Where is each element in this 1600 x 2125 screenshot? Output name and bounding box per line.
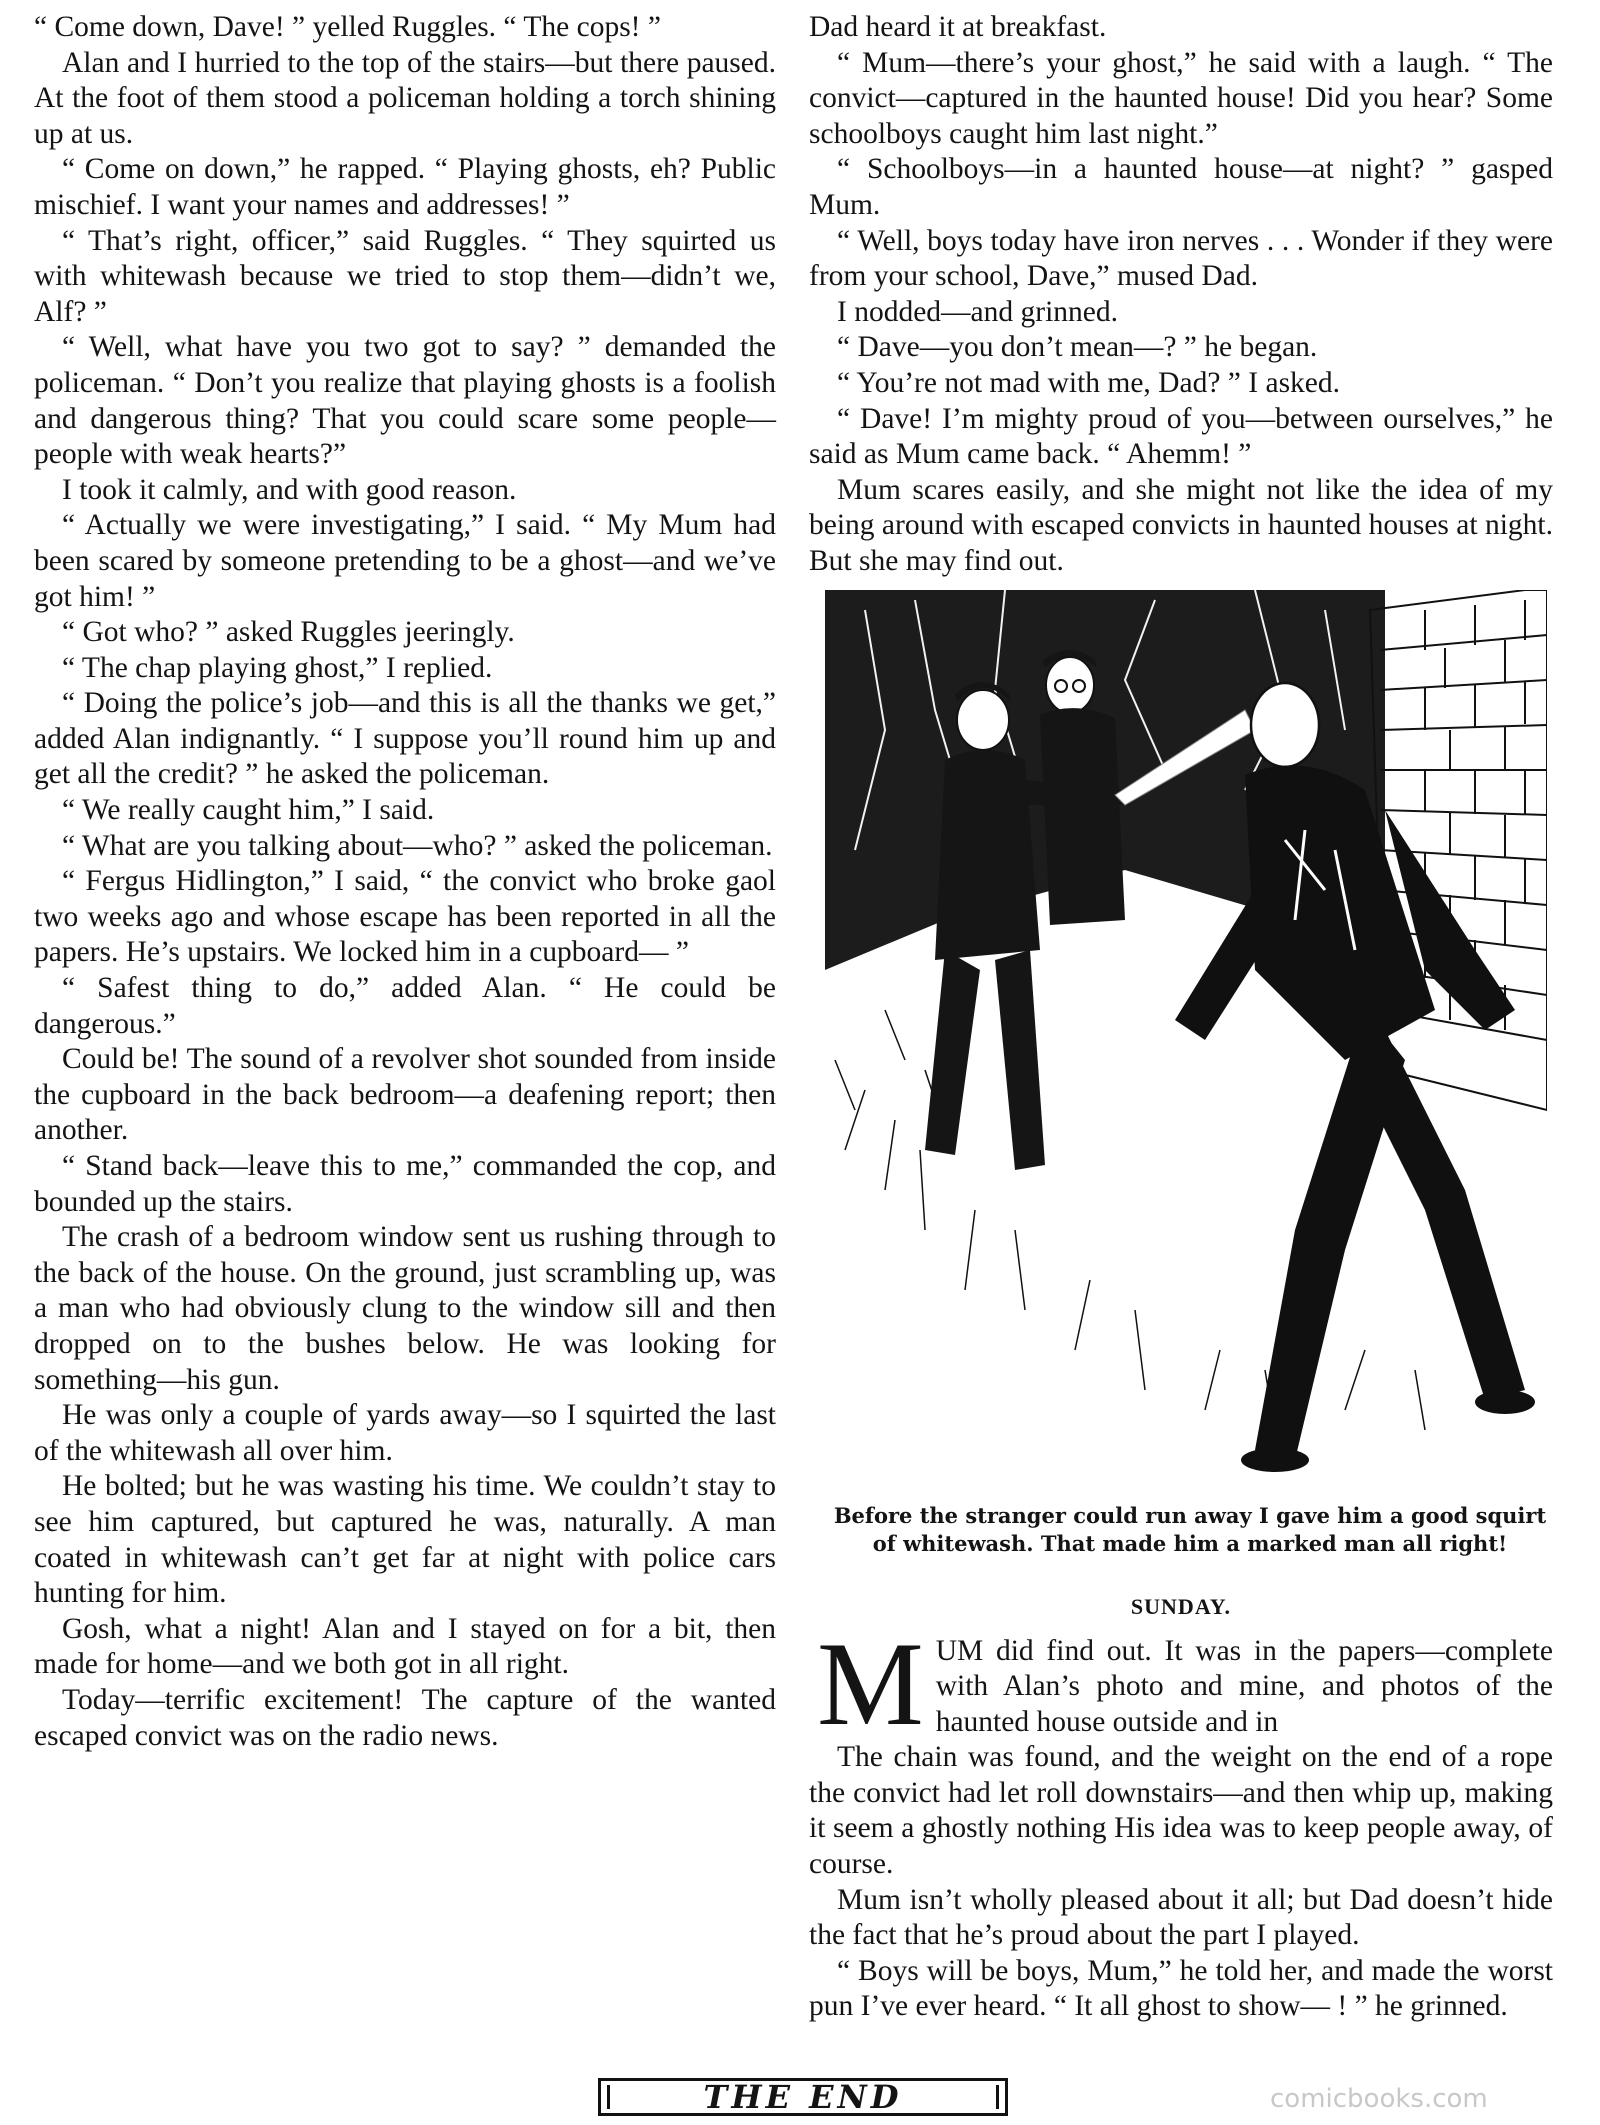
paragraph: “ Safest thing to do,” added Alan. “ He could be dangerous.” bbox=[34, 972, 776, 1040]
paragraph: “ Come down, Dave! ” yelled Ruggles. “ The cops! ” bbox=[34, 11, 661, 43]
section-heading: SUNDAY. bbox=[1130, 1593, 1232, 1619]
right-column bbox=[809, 10, 1553, 2025]
paragraph: “ You’re not mad with me, Dad? ” I asked. bbox=[837, 366, 1341, 399]
story-illustration bbox=[825, 590, 1547, 1502]
illustration-drawing bbox=[825, 590, 1547, 1502]
paragraph: “ Got who? ” asked Ruggles jeeringly. bbox=[62, 616, 515, 649]
paragraph: “ The chap playing ghost,” I replied. bbox=[62, 651, 493, 684]
paragraph: “ Fergus Hidlington,” I said, “ the convict who broke gaol two weeks ago and whose escape has been reported in all the papers. He’s upstairs. We locked him in a cupboard— ” bbox=[34, 865, 776, 969]
paragraph: “ Schoolboys—in a haunted house—at night? ” gasped Mum. bbox=[809, 153, 1553, 221]
paragraph: “ Well, what have you two got to say? ” demanded the policeman. “ Don’t you realize that playing ghosts is a foolish and dangerous thing? That you could scare some people—people with weak hearts?” bbox=[34, 331, 776, 471]
paragraph: I nodded—and grinned. bbox=[837, 295, 1118, 328]
paragraph: Dad heard it at breakfast. bbox=[809, 11, 1107, 43]
paragraph: Gosh, what a night! Alan and I stayed on for a bit, then made for home—and we both got in all right. bbox=[34, 1612, 776, 1681]
paragraph: The chain was found, and the weight on the end of a rope the convict had let roll downstairs—and then whip up, making it seem a ghostly nothing His idea was to keep people away, of course. bbox=[809, 1741, 1553, 1881]
paragraph: Mum isn’t wholly pleased about it all; but Dad doesn’t hide the fact that he’s proud about the part I played. bbox=[809, 1883, 1553, 1952]
paragraph: “ Stand back—leave this to me,” commanded the cop, and bounded up the stairs. bbox=[34, 1150, 776, 1218]
paragraph: “ Dave—you don’t mean—? ” he began. bbox=[837, 331, 1318, 364]
paragraph: He bolted; but he was wasting his time. We couldn’t stay to see him captured, but captured he was, naturally. A man coated in whitewash can’t get far at night with police cars hunting for him. bbox=[34, 1470, 776, 1610]
watermark: comicbooks.com bbox=[1270, 2084, 1488, 2114]
paragraph: “ Boys will be boys, Mum,” he told her, and made the worst pun I’ve ever heard. “ It all ghost to show— ! ” he grinned. bbox=[809, 1954, 1553, 2023]
paragraph: The crash of a bedroom window sent us rushing through to the back of the house. On the ground, just scrambling up, was a man who had obviously clung to the window sill and then dropped on to the bushes below. He was looking for something—his gun. bbox=[34, 1221, 776, 1396]
paragraph: “ Actually we were investigating,” I said. “ My Mum had been scared by someone pretending to be a ghost—and we’ve got him! ” bbox=[34, 509, 776, 613]
paragraph: “ We really caught him,” I said. bbox=[62, 794, 435, 827]
paragraph: “ That’s right, officer,” said Ruggles. “ They squirted us with whitewash because we tried to stop them—didn’t we, Alf? ” bbox=[34, 224, 776, 328]
dropcap-paragraph-text: UM did find out. It was in the papers—complete with Alan’s photo and mine, and photos of the haunted house outside and in bbox=[935, 1634, 1553, 1738]
drop-cap: M bbox=[817, 1616, 924, 1750]
paragraph: “ Dave! I’m mighty proud of you—between ourselves,” he said as Mum came back. “ Ahemm! ” bbox=[809, 402, 1553, 471]
paragraph: He was only a couple of yards away—so I squirted the last of the whitewash all over him. bbox=[34, 1399, 776, 1467]
paragraph: “ Doing the police’s job—and this is all the thanks we get,” added Alan indignantly. “ I suppose you’ll round him up and get all the credit? ” he asked the policeman. bbox=[34, 687, 776, 791]
paragraph-with-dropcap bbox=[809, 1616, 1553, 1750]
sunday-section bbox=[809, 1616, 1553, 2026]
paragraph: Today—terrific excitement! The capture of the wanted escaped convict was on the radio news. bbox=[34, 1683, 776, 1752]
paragraph: “ Come on down,” he rapped. “ Playing ghosts, eh? Public mischief. I want your names and addresses! ” bbox=[34, 153, 776, 221]
paragraph: “ Mum—there’s your ghost,” he said with a laugh. “ The convict—captured in the haunted house! Did you hear? Some schoolboys caught him last night.” bbox=[809, 46, 1553, 150]
paragraph: “ Well, boys today have iron nerves . . . Wonder if they were from your school, Dave,” mused Dad. bbox=[809, 224, 1553, 293]
the-end-banner: THE END bbox=[598, 2078, 1008, 2116]
paragraph: Mum scares easily, and she might not like the idea of my being around with escaped convicts in haunted houses at night. But she may find out. bbox=[809, 473, 1553, 577]
illustration-caption: Before the stranger could run away I gave him a good squirt of whitewash. That made him a marked man all right! bbox=[833, 1502, 1547, 1556]
left-column bbox=[34, 10, 776, 1754]
paragraph: Alan and I hurried to the top of the stairs—but there paused. At the foot of them stood a policeman holding a torch shining up at us. bbox=[34, 46, 776, 150]
paragraph: Could be! The sound of a revolver shot sounded from inside the cupboard in the back bedroom—a deafening report; then another. bbox=[34, 1043, 776, 1147]
paragraph: “ What are you talking about—who? ” asked the policeman. bbox=[62, 829, 773, 862]
paragraph: I took it calmly, and with good reason. bbox=[62, 473, 517, 506]
